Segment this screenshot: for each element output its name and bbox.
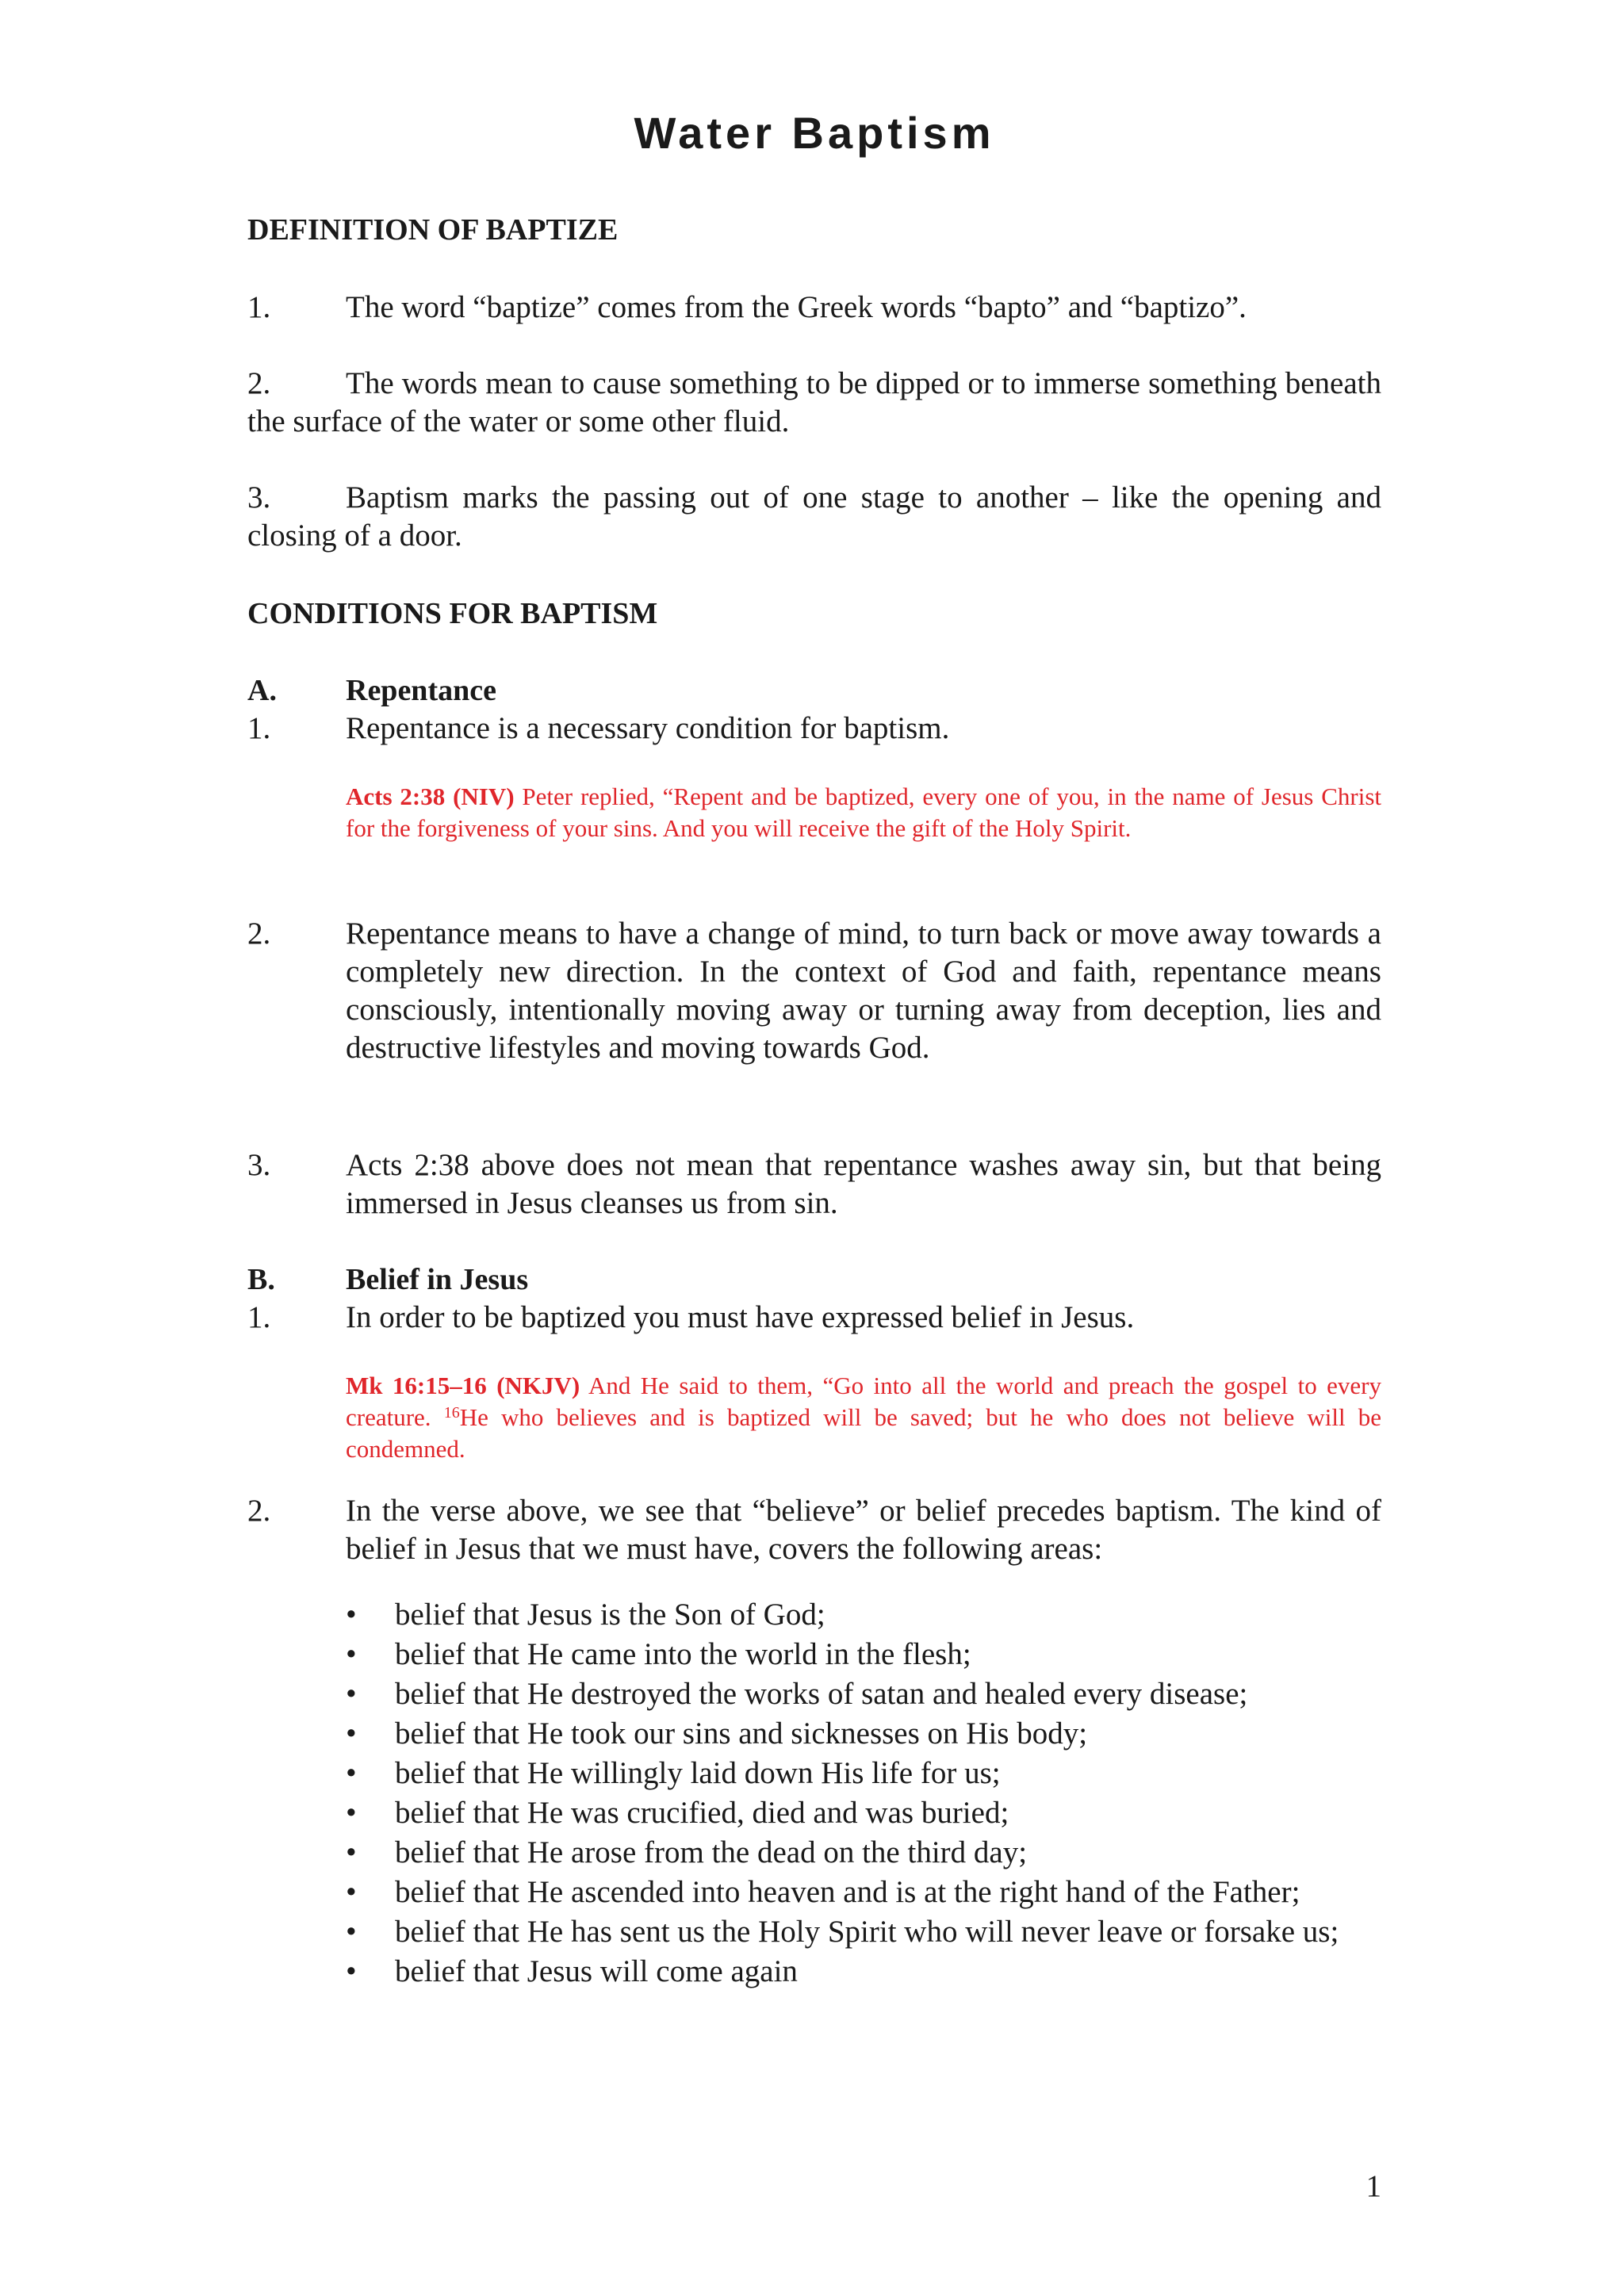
subsection-letter: A. bbox=[247, 674, 277, 707]
item-number: 2. bbox=[247, 1494, 271, 1528]
definition-item-2 bbox=[247, 365, 1381, 441]
item-text: The word “baptize” comes from the Greek words “bapto” and “baptizo”. bbox=[346, 290, 1247, 324]
list-item-text: belief that He destroyed the works of satan and healed every disease; bbox=[395, 1677, 1248, 1711]
item-number: 1. bbox=[247, 1300, 271, 1334]
list-item bbox=[346, 1674, 1381, 1714]
section-heading-definition: DEFINITION OF BAPTIZE bbox=[247, 213, 619, 247]
list-item-text: belief that He has sent us the Holy Spirit who will never leave or forsake us; bbox=[395, 1915, 1339, 1949]
list-item bbox=[346, 1912, 1381, 1952]
bullet-icon: • bbox=[346, 1637, 357, 1671]
bullet-icon: • bbox=[346, 1954, 357, 1988]
scripture-quote-acts bbox=[346, 781, 1381, 844]
list-item-text: belief that He took our sins and sicknesses on His body; bbox=[395, 1716, 1088, 1751]
list-item bbox=[346, 1952, 1381, 1992]
scripture-text: He who believes and is baptized will be saved; but he who does not believe will be condemned. bbox=[346, 1403, 1382, 1463]
bullet-icon: • bbox=[346, 1677, 357, 1711]
subsection-title: Belief in Jesus bbox=[346, 1263, 529, 1296]
list-item-text: belief that He was crucified, died and was buried; bbox=[395, 1796, 1009, 1830]
item-text: In the verse above, we see that “believe” or belief precedes baptism. The kind of belief in Jesus that we must have, covers the following areas: bbox=[346, 1494, 1381, 1566]
item-number: 3. bbox=[247, 480, 271, 515]
list-item-text: belief that He willingly laid down His life for us; bbox=[395, 1756, 1001, 1790]
bullet-icon: • bbox=[346, 1835, 357, 1869]
item-number: 2. bbox=[247, 366, 271, 400]
list-item bbox=[346, 1635, 1381, 1674]
list-item bbox=[346, 1754, 1381, 1793]
section-heading-conditions: CONDITIONS FOR BAPTISM bbox=[247, 597, 658, 630]
bullet-icon: • bbox=[346, 1796, 357, 1830]
item-text: Repentance is a necessary condition for baptism. bbox=[346, 711, 950, 745]
list-item bbox=[346, 1873, 1381, 1912]
list-item bbox=[346, 1833, 1381, 1873]
bullet-icon: • bbox=[346, 1716, 357, 1751]
scripture-quote-mark bbox=[346, 1370, 1381, 1465]
item-text: Baptism marks the passing out of one stage to another – like the opening and closing of a door. bbox=[247, 480, 1381, 553]
list-item-text: belief that He ascended into heaven and is at the right hand of the Father; bbox=[395, 1875, 1300, 1909]
subsection-title: Repentance bbox=[346, 674, 496, 707]
bullet-icon: • bbox=[346, 1875, 357, 1909]
list-item-text: belief that Jesus will come again bbox=[395, 1954, 798, 1988]
belief-bullet-list bbox=[346, 1595, 1381, 1992]
scripture-text: And He said to them, “Go into all the world and preach the gospel to every creature. bbox=[346, 1372, 1381, 1431]
item-number: 1. bbox=[247, 711, 271, 745]
bullet-icon: • bbox=[346, 1915, 357, 1949]
bullet-icon: • bbox=[346, 1598, 357, 1632]
list-item-text: belief that He arose from the dead on the third day; bbox=[395, 1835, 1028, 1869]
definition-item-3 bbox=[247, 479, 1381, 555]
item-text: In order to be baptized you must have expressed belief in Jesus. bbox=[346, 1300, 1135, 1334]
list-item bbox=[346, 1595, 1381, 1635]
scripture-reference: Mk 16:15–16 (NKJV) bbox=[346, 1372, 580, 1399]
item-number: 3. bbox=[247, 1148, 271, 1182]
list-item-text: belief that He came into the world in the flesh; bbox=[395, 1637, 971, 1671]
list-item bbox=[346, 1714, 1381, 1754]
item-text: The words mean to cause something to be dipped or to immerse something beneath the surface of the water or some other fluid. bbox=[247, 366, 1381, 438]
list-item-text: belief that Jesus is the Son of God; bbox=[395, 1598, 825, 1632]
item-number: 2. bbox=[247, 916, 271, 951]
list-item bbox=[346, 1793, 1381, 1833]
item-text: Acts 2:38 above does not mean that repentance washes away sin, but that being immersed in Jesus cleanses us from sin. bbox=[346, 1148, 1381, 1220]
item-number: 1. bbox=[247, 290, 271, 324]
item-text: Repentance means to have a change of mind, to turn back or move away towards a completely new direction. In the context of God and faith, repentance means consciously, intentionally moving away or turning away from deception, lies and destructive lifestyles and moving towards God. bbox=[346, 916, 1381, 1065]
scripture-reference: Acts 2:38 (NIV) bbox=[346, 783, 515, 810]
verse-number: 16 bbox=[443, 1404, 460, 1422]
scripture-text: Peter replied, “Repent and be baptized, every one of you, in the name of Jesus Christ for the forgiveness of your sins. And you will receive the gift of the Holy Spirit. bbox=[346, 783, 1381, 842]
bullet-icon: • bbox=[346, 1756, 357, 1790]
page-number: 1 bbox=[1365, 2169, 1381, 2203]
document-title: Water Baptism bbox=[634, 108, 995, 158]
subsection-letter: B. bbox=[247, 1263, 275, 1296]
